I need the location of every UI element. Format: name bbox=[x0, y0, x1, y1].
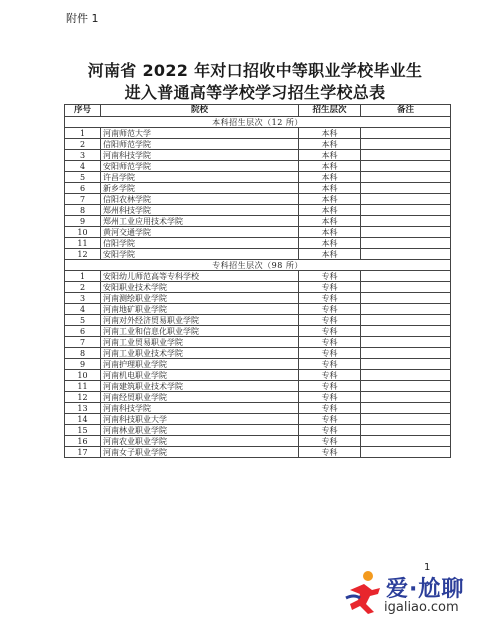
table-row bbox=[65, 205, 451, 216]
remark-cell bbox=[361, 194, 451, 205]
section-header-row bbox=[65, 260, 451, 271]
table-row bbox=[65, 216, 451, 227]
enrollment-level: 本科 bbox=[299, 227, 361, 238]
row-number: 9 bbox=[65, 216, 101, 227]
remark-cell bbox=[361, 205, 451, 216]
enrollment-level: 本科 bbox=[299, 205, 361, 216]
column-header-level: 招生层次 bbox=[299, 105, 361, 117]
table-row bbox=[65, 392, 451, 403]
remark-cell bbox=[361, 238, 451, 249]
table-row bbox=[65, 304, 451, 315]
section-title: 专科招生层次（98 所） bbox=[65, 260, 451, 271]
table-row bbox=[65, 425, 451, 436]
section-header-row bbox=[65, 117, 451, 128]
document-title-line-2: 进入普通高等学校学习招生学校总表 bbox=[124, 83, 386, 102]
watermark-url: igaliao.com bbox=[384, 600, 459, 615]
enrollment-level: 专科 bbox=[299, 403, 361, 414]
row-number: 7 bbox=[65, 337, 101, 348]
table-row bbox=[65, 271, 451, 282]
enrollment-level: 专科 bbox=[299, 293, 361, 304]
remark-cell bbox=[361, 304, 451, 315]
enrollment-level: 专科 bbox=[299, 282, 361, 293]
enrollment-level: 专科 bbox=[299, 271, 361, 282]
enrollment-level: 专科 bbox=[299, 326, 361, 337]
school-name: 河南师范大学 bbox=[101, 128, 299, 139]
runner-logo-icon bbox=[342, 568, 386, 618]
remark-cell bbox=[361, 139, 451, 150]
table-row bbox=[65, 161, 451, 172]
row-number: 6 bbox=[65, 183, 101, 194]
remark-cell bbox=[361, 150, 451, 161]
table-row bbox=[65, 139, 451, 150]
school-name: 新乡学院 bbox=[101, 183, 299, 194]
table-row bbox=[65, 282, 451, 293]
row-number: 12 bbox=[65, 392, 101, 403]
enrollment-level: 专科 bbox=[299, 392, 361, 403]
row-number: 5 bbox=[65, 172, 101, 183]
school-name: 河南地矿职业学院 bbox=[101, 304, 299, 315]
enrollment-level: 本科 bbox=[299, 161, 361, 172]
table-row bbox=[65, 326, 451, 337]
row-number: 14 bbox=[65, 414, 101, 425]
remark-cell bbox=[361, 414, 451, 425]
remark-cell bbox=[361, 172, 451, 183]
table-row bbox=[65, 436, 451, 447]
school-name: 安阳幼儿师范高等专科学校 bbox=[101, 271, 299, 282]
enrollment-level: 专科 bbox=[299, 370, 361, 381]
school-name: 黄河交通学院 bbox=[101, 227, 299, 238]
school-name: 河南工业和信息化职业学院 bbox=[101, 326, 299, 337]
school-name: 安阳学院 bbox=[101, 249, 299, 260]
school-name: 郑州科技学院 bbox=[101, 205, 299, 216]
attachment-label: 附件 1 bbox=[66, 12, 99, 25]
row-number: 12 bbox=[65, 249, 101, 260]
school-name: 河南工业贸易职业学院 bbox=[101, 337, 299, 348]
row-number: 3 bbox=[65, 293, 101, 304]
row-number: 11 bbox=[65, 381, 101, 392]
row-number: 10 bbox=[65, 370, 101, 381]
column-header-school: 院校 bbox=[101, 105, 299, 117]
table-row bbox=[65, 238, 451, 249]
remark-cell bbox=[361, 271, 451, 282]
remark-cell bbox=[361, 161, 451, 172]
school-name: 河南机电职业学院 bbox=[101, 370, 299, 381]
row-number: 17 bbox=[65, 447, 101, 458]
table-row bbox=[65, 381, 451, 392]
school-name: 安阳职业技术学院 bbox=[101, 282, 299, 293]
school-name: 许昌学院 bbox=[101, 172, 299, 183]
school-name: 河南科技职业大学 bbox=[101, 414, 299, 425]
enrollment-level: 本科 bbox=[299, 139, 361, 150]
enrollment-level: 本科 bbox=[299, 216, 361, 227]
enrollment-level: 专科 bbox=[299, 359, 361, 370]
row-number: 8 bbox=[65, 205, 101, 216]
row-number: 11 bbox=[65, 238, 101, 249]
row-number: 7 bbox=[65, 194, 101, 205]
table-body bbox=[65, 117, 451, 458]
remark-cell bbox=[361, 249, 451, 260]
document-title-line-1: 河南省 2022 年对口招收中等职业学校毕业生 bbox=[87, 61, 423, 80]
table-header-row bbox=[65, 105, 451, 117]
table-row bbox=[65, 370, 451, 381]
remark-cell bbox=[361, 326, 451, 337]
table-row bbox=[65, 315, 451, 326]
school-name: 河南林业职业学院 bbox=[101, 425, 299, 436]
row-number: 4 bbox=[65, 161, 101, 172]
row-number: 16 bbox=[65, 436, 101, 447]
page-number: 1 bbox=[424, 562, 431, 573]
enrollment-level: 本科 bbox=[299, 172, 361, 183]
table-row bbox=[65, 337, 451, 348]
row-number: 2 bbox=[65, 282, 101, 293]
remark-cell bbox=[361, 359, 451, 370]
row-number: 1 bbox=[65, 128, 101, 139]
table-row bbox=[65, 150, 451, 161]
remark-cell bbox=[361, 403, 451, 414]
watermark-logo bbox=[340, 566, 500, 626]
enrollment-level: 专科 bbox=[299, 381, 361, 392]
school-name: 河南经贸职业学院 bbox=[101, 392, 299, 403]
school-name: 信阳学院 bbox=[101, 238, 299, 249]
table-row bbox=[65, 227, 451, 238]
remark-cell bbox=[361, 293, 451, 304]
school-name: 河南科技学院 bbox=[101, 150, 299, 161]
section-title: 本科招生层次（12 所） bbox=[65, 117, 451, 128]
table-row bbox=[65, 414, 451, 425]
remark-cell bbox=[361, 348, 451, 359]
school-name: 河南女子职业学院 bbox=[101, 447, 299, 458]
column-header-num: 序号 bbox=[65, 105, 101, 117]
row-number: 4 bbox=[65, 304, 101, 315]
remark-cell bbox=[361, 381, 451, 392]
enrollment-level: 专科 bbox=[299, 315, 361, 326]
enrollment-level: 专科 bbox=[299, 304, 361, 315]
row-number: 10 bbox=[65, 227, 101, 238]
enrollment-level: 本科 bbox=[299, 150, 361, 161]
row-number: 1 bbox=[65, 271, 101, 282]
enrollment-level: 专科 bbox=[299, 447, 361, 458]
enrollment-level: 本科 bbox=[299, 183, 361, 194]
row-number: 13 bbox=[65, 403, 101, 414]
table-row bbox=[65, 249, 451, 260]
row-number: 9 bbox=[65, 359, 101, 370]
enrollment-level: 本科 bbox=[299, 249, 361, 260]
school-name: 安阳师范学院 bbox=[101, 161, 299, 172]
enrollment-level: 专科 bbox=[299, 348, 361, 359]
row-number: 5 bbox=[65, 315, 101, 326]
table-row bbox=[65, 359, 451, 370]
row-number: 6 bbox=[65, 326, 101, 337]
remark-cell bbox=[361, 447, 451, 458]
school-name: 河南建筑职业技术学院 bbox=[101, 381, 299, 392]
remark-cell bbox=[361, 282, 451, 293]
school-name: 河南护理职业学院 bbox=[101, 359, 299, 370]
remark-cell bbox=[361, 227, 451, 238]
enrollment-level: 本科 bbox=[299, 194, 361, 205]
watermark-brand: 爱·尬聊 bbox=[386, 577, 465, 602]
school-name: 郑州工业应用技术学院 bbox=[101, 216, 299, 227]
column-header-remark: 备注 bbox=[361, 105, 451, 117]
table-row bbox=[65, 194, 451, 205]
row-number: 2 bbox=[65, 139, 101, 150]
remark-cell bbox=[361, 436, 451, 447]
enrollment-level: 本科 bbox=[299, 238, 361, 249]
table-row bbox=[65, 348, 451, 359]
remark-cell bbox=[361, 315, 451, 326]
enrollment-level: 专科 bbox=[299, 436, 361, 447]
table-row bbox=[65, 128, 451, 139]
table-row bbox=[65, 183, 451, 194]
school-table bbox=[64, 104, 451, 458]
enrollment-level: 专科 bbox=[299, 425, 361, 436]
remark-cell bbox=[361, 392, 451, 403]
school-name: 河南工业职业技术学院 bbox=[101, 348, 299, 359]
remark-cell bbox=[361, 337, 451, 348]
enrollment-level: 专科 bbox=[299, 337, 361, 348]
row-number: 3 bbox=[65, 150, 101, 161]
row-number: 15 bbox=[65, 425, 101, 436]
row-number: 8 bbox=[65, 348, 101, 359]
table-row bbox=[65, 172, 451, 183]
remark-cell bbox=[361, 216, 451, 227]
table-row bbox=[65, 293, 451, 304]
school-name: 河南测绘职业学院 bbox=[101, 293, 299, 304]
remark-cell bbox=[361, 128, 451, 139]
remark-cell bbox=[361, 370, 451, 381]
remark-cell bbox=[361, 183, 451, 194]
school-name: 信阳师范学院 bbox=[101, 139, 299, 150]
school-name: 河南对外经济贸易职业学院 bbox=[101, 315, 299, 326]
table-row bbox=[65, 447, 451, 458]
enrollment-level: 专科 bbox=[299, 414, 361, 425]
table-row bbox=[65, 403, 451, 414]
school-name: 河南科技学院 bbox=[101, 403, 299, 414]
remark-cell bbox=[361, 425, 451, 436]
school-name: 河南农业职业学院 bbox=[101, 436, 299, 447]
school-name: 信阳农林学院 bbox=[101, 194, 299, 205]
enrollment-level: 本科 bbox=[299, 128, 361, 139]
